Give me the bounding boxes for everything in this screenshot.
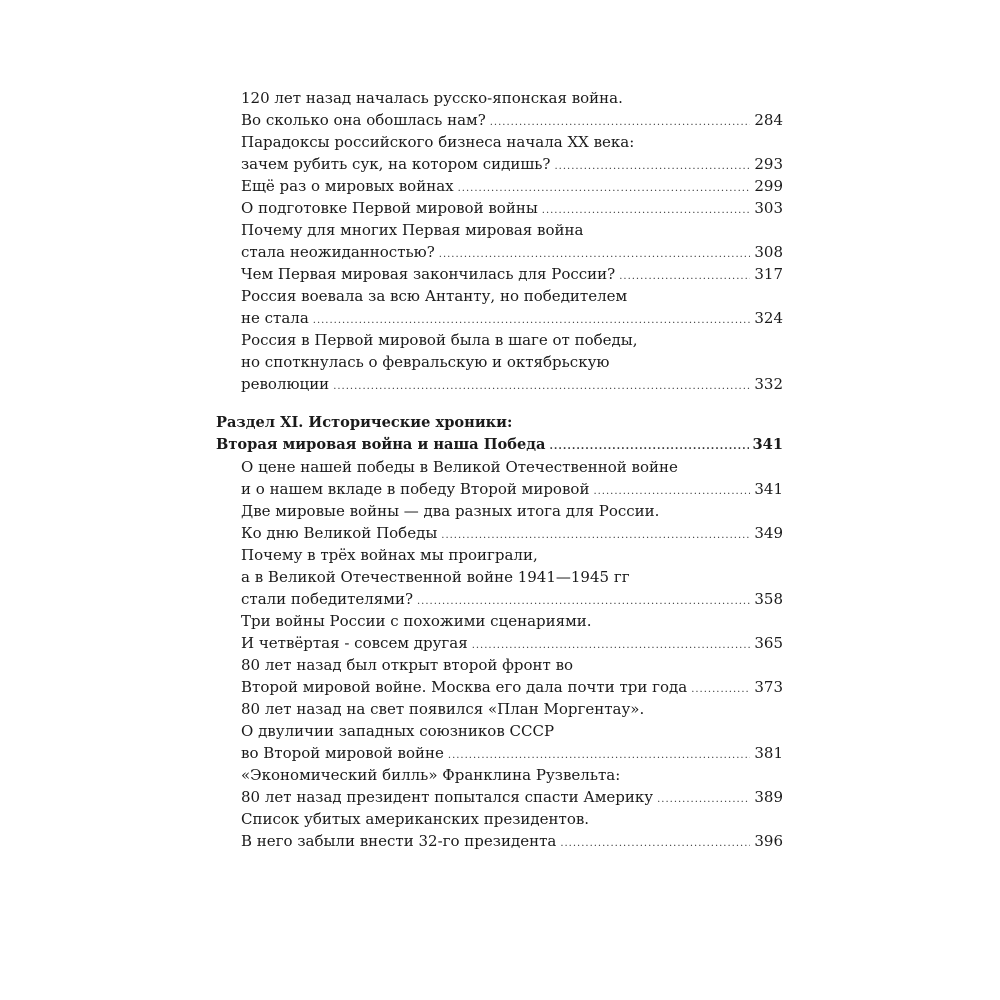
page-number: 293 [754,155,783,173]
page-number: 365 [754,634,783,652]
dot-leader [441,525,750,544]
toc-entry-title: В него забыли внести 32-го президента [241,832,557,850]
toc-entry [216,588,783,610]
dot-leader [490,112,751,131]
dot-leader [619,266,750,285]
toc-entry-text: но споткнулась о февральскую и октябрьскую [241,353,610,371]
page-number: 284 [754,111,783,129]
page-number: 341 [754,480,783,498]
toc-entry-title: зачем рубить сук, на котором сидишь? [241,155,551,173]
toc-entry-text: 80 лет назад на свет появился «План Моргентау». [241,700,645,718]
toc-entry-title: стала неожиданностью? [241,243,435,261]
toc-entry-title: революции [241,375,330,393]
toc-entry-title: 80 лет назад президент попытался спасти Америку [241,788,654,806]
toc-entry-title: Ко дню Великой Победы [241,524,438,542]
toc-entry-title: Второй мировой войне. Москва его дала почти три года [241,678,688,696]
dot-leader [542,200,751,219]
page-number: 381 [754,744,783,762]
dot-leader [691,679,750,698]
dot-leader [549,436,748,456]
toc-entry-title: Чем Первая мировая закончилась для России? [241,265,616,283]
toc-entry-text: Парадоксы российского бизнеса начала XX века: [241,133,635,151]
toc-entry-title: не стала [241,309,309,327]
toc-entry-text: О цене нашей победы в Великой Отечественной войне [241,458,678,476]
page-number: 299 [754,177,783,195]
page-number: 308 [754,243,783,261]
toc-entry [216,307,783,329]
dot-leader [448,745,750,764]
page-number: 358 [754,590,783,608]
dot-leader [560,833,750,852]
page-number: 373 [754,678,783,696]
toc-entry-title: Вторая мировая война и наша Победа [216,436,546,453]
toc-section-entry [216,434,783,456]
toc-entry [216,522,783,544]
dot-leader [439,244,751,263]
toc-entry [216,263,783,285]
toc-entry-title: Во сколько она обошлась нам? [241,111,486,129]
toc-entry-text: Почему для многих Первая мировая война [241,221,584,239]
toc-entry [216,153,783,175]
toc-entry-text: Две мировые войны — два разных итога для России. [241,502,660,520]
page-number: 324 [754,309,783,327]
toc-entry-title: И четвёртая - совсем другая [241,634,468,652]
toc-entry-text: Россия воевала за всю Антанту, но победителем [241,287,628,305]
toc-entry-text: Список убитых американских президентов. [241,810,590,828]
dot-leader [458,178,751,197]
toc-entry-text: 120 лет назад началась русско-японская война. [241,89,623,107]
toc-entry-title: О подготовке Первой мировой войны [241,199,538,217]
dot-leader [472,635,751,654]
page-number: 303 [754,199,783,217]
dot-leader [657,789,750,808]
dot-leader [313,310,751,329]
page-number: 396 [754,832,783,850]
toc-entry-text: Три войны России с похожими сценариями. [241,612,592,630]
toc-section-title: Раздел XI. Исторические хроники: [216,414,513,431]
toc-entry [216,197,783,219]
dot-leader [593,481,750,500]
page-number: 341 [752,436,783,453]
toc-entry-title: и о нашем вкладе в победу Второй мировой [241,480,590,498]
toc-entry [216,786,783,808]
toc-entry [216,742,783,764]
dot-leader [333,376,750,395]
toc-entry [216,175,783,197]
toc-entry-text: а в Великой Отечественной войне 1941—1945 гг [241,568,630,586]
toc-entry-title: Ещё раз о мировых войнах [241,177,454,195]
toc-entry [216,478,783,500]
page-number: 389 [754,788,783,806]
toc-entry-text: О двуличии западных союзников СССР [241,722,555,740]
toc-entry-title: во Второй мировой войне [241,744,444,762]
toc-entry-title: стали победителями? [241,590,413,608]
dot-leader [554,156,750,175]
toc-entry [216,373,783,395]
page-number: 332 [754,375,783,393]
toc-entry [216,830,783,852]
toc-entry-text: Россия в Первой мировой была в шаге от победы, [241,331,638,349]
toc-entry-text: «Экономический билль» Франклина Рузвельта: [241,766,621,784]
toc-entry [216,241,783,263]
toc-entry [216,632,783,654]
toc-entry-text: 80 лет назад был открыт второй фронт во [241,656,574,674]
table-of-contents [216,87,783,852]
toc-entry [216,109,783,131]
toc-entry [216,676,783,698]
page-number: 317 [754,265,783,283]
toc-entry-text: Почему в трёх войнах мы проиграли, [241,546,538,564]
dot-leader [417,591,750,610]
page-number: 349 [754,524,783,542]
